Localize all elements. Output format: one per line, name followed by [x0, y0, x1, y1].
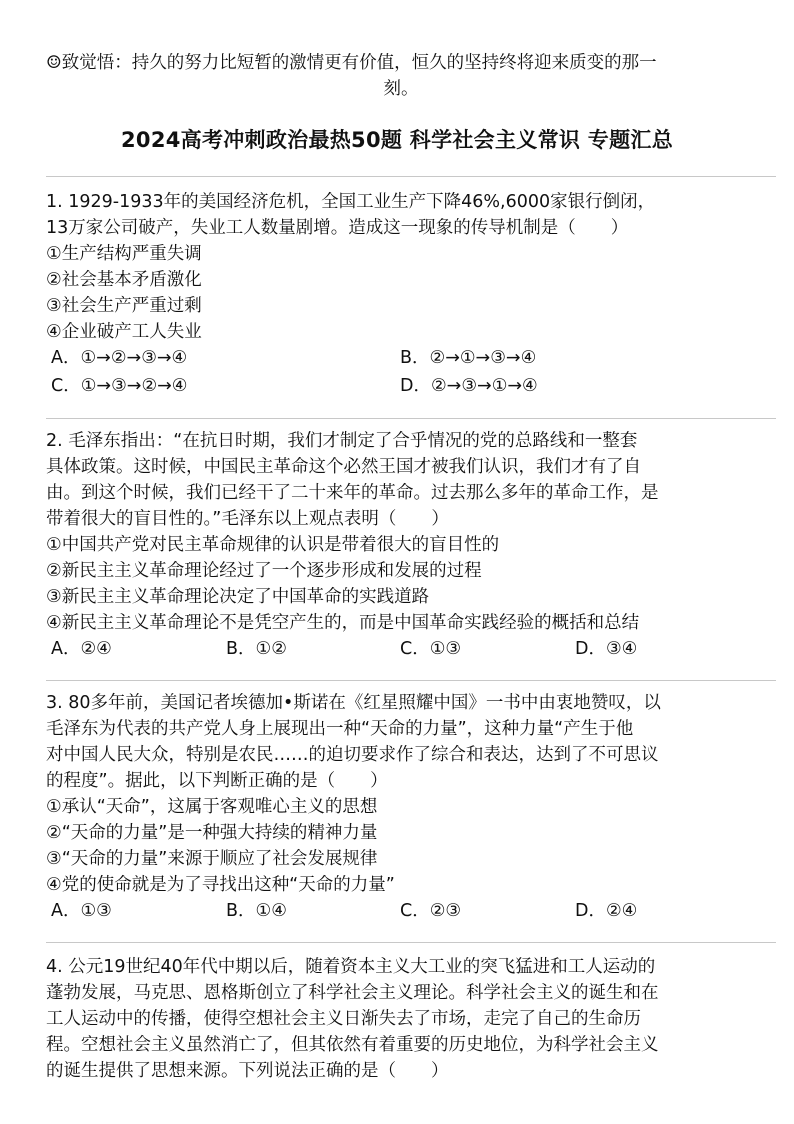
- question-stem: [46, 428, 781, 532]
- stem-line: 工人运动中的传播，使得空想社会主义日渐失去了市场，走完了自己的生命历: [46, 1009, 641, 1029]
- choice-d: D．③④: [575, 639, 638, 659]
- question-4: [46, 954, 781, 1084]
- question-stem: [46, 690, 781, 794]
- motto-line-2: 刻。: [383, 79, 419, 99]
- choice-a: A．①③: [51, 901, 112, 921]
- choice-a: A．②④: [51, 639, 112, 659]
- stem-line: 的诞生提供了思想来源。下列说法正确的是（ ）: [46, 1061, 449, 1081]
- choice-d: D．②④: [575, 901, 638, 921]
- choice-c: C．②③: [400, 901, 462, 921]
- answer-choices: [46, 373, 781, 401]
- statement-item: ④党的使命就是为了寻找出这种“天命的力量”: [46, 875, 395, 895]
- choice-a: A．①→②→③→④: [51, 348, 188, 368]
- divider: [46, 418, 776, 419]
- answer-choices: [46, 345, 781, 373]
- choice-b: B．①④: [226, 901, 287, 921]
- motto-line-1: ☺致觉悟：持久的努力比短暂的激情更有价值，恒久的坚持终将迎来质变的那一: [46, 53, 657, 73]
- stem-line: 毛泽东为代表的共产党人身上展现出一种“天命的力量”，这种力量“产生于他: [46, 719, 634, 739]
- statement-item: ③“天命的力量”来源于顺应了社会发展规律: [46, 849, 378, 869]
- choice-d: D．②→③→①→④: [400, 376, 538, 396]
- statement-item: ①生产结构严重失调: [46, 244, 202, 264]
- question-2: [46, 428, 781, 664]
- stem-line: 蓬勃发展，马克思、恩格斯创立了科学社会主义理论。科学社会主义的诞生和在: [46, 983, 659, 1003]
- stem-line: 1. 1929-1933年的美国经济危机，全国工业生产下降46%,6000家银行倒闭，: [46, 192, 656, 212]
- stem-line: 对中国人民大众，特别是农民……的迫切要求作了综合和表达，达到了不可思议: [46, 745, 659, 765]
- divider: [46, 942, 776, 943]
- statement-item: ②新民主主义革命理论经过了一个逐步形成和发展的过程: [46, 561, 482, 581]
- statement-item: ③社会生产严重过剩: [46, 296, 202, 316]
- statement-item: ②“天命的力量”是一种强大持续的精神力量: [46, 823, 378, 843]
- statement-item: ①中国共产党对民主革命规律的认识是带着很大的盲目性的: [46, 535, 500, 555]
- divider: [46, 680, 776, 681]
- statement-item: ③新民主主义革命理论决定了中国革命的实践道路: [46, 587, 430, 607]
- choice-b: B．①②: [226, 639, 287, 659]
- stem-line: 的程度”。据此，以下判断正确的是（ ）: [46, 771, 388, 791]
- statement-item: ④企业破产工人失业: [46, 322, 202, 342]
- question-3: [46, 690, 781, 926]
- divider: [46, 176, 776, 177]
- statement-item: ②社会基本矛盾激化: [46, 270, 202, 290]
- choice-b: B．②→①→③→④: [400, 348, 537, 368]
- choice-c: C．①→③→②→④: [51, 376, 188, 396]
- stem-line: 由。到这个时候，我们已经干了二十来年的革命。过去那么多年的革命工作，是: [46, 483, 659, 503]
- stem-line: 4. 公元19世纪40年代中期以后，随着资本主义大工业的突飞猛进和工人运动的: [46, 957, 656, 977]
- stem-line: 具体政策。这时候，中国民主革命这个必然王国才被我们认识，我们才有了自: [46, 457, 641, 477]
- stem-line: 程。空想社会主义虽然消亡了，但其依然有着重要的历史地位，为科学社会主义: [46, 1035, 659, 1055]
- page-title: 2024高考冲刺政治最热50题 科学社会主义常识 专题汇总: [121, 128, 673, 152]
- motto: [46, 50, 756, 102]
- question-stem: [46, 189, 781, 241]
- stem-line: 3. 80多年前，美国记者埃德加•斯诺在《红星照耀中国》一书中由衷地赞叹，以: [46, 693, 661, 713]
- stem-line: 带着很大的盲目性的。”毛泽东以上观点表明（ ）: [46, 509, 449, 529]
- question-stem: [46, 954, 781, 1084]
- statement-item: ①承认“天命”，这属于客观唯心主义的思想: [46, 797, 378, 817]
- stem-line: 13万家公司破产，失业工人数量剧增。造成这一现象的传导机制是（ ）: [46, 218, 629, 238]
- question-1: [46, 189, 781, 401]
- choice-c: C．①③: [400, 639, 462, 659]
- answer-choices: [46, 898, 781, 926]
- answer-choices: [46, 636, 781, 664]
- stem-line: 2. 毛泽东指出：“在抗日时期，我们才制定了合乎情况的党的总路线和一整套: [46, 431, 638, 451]
- statement-item: ④新民主主义革命理论不是凭空产生的，而是中国革命实践经验的概括和总结: [46, 613, 640, 633]
